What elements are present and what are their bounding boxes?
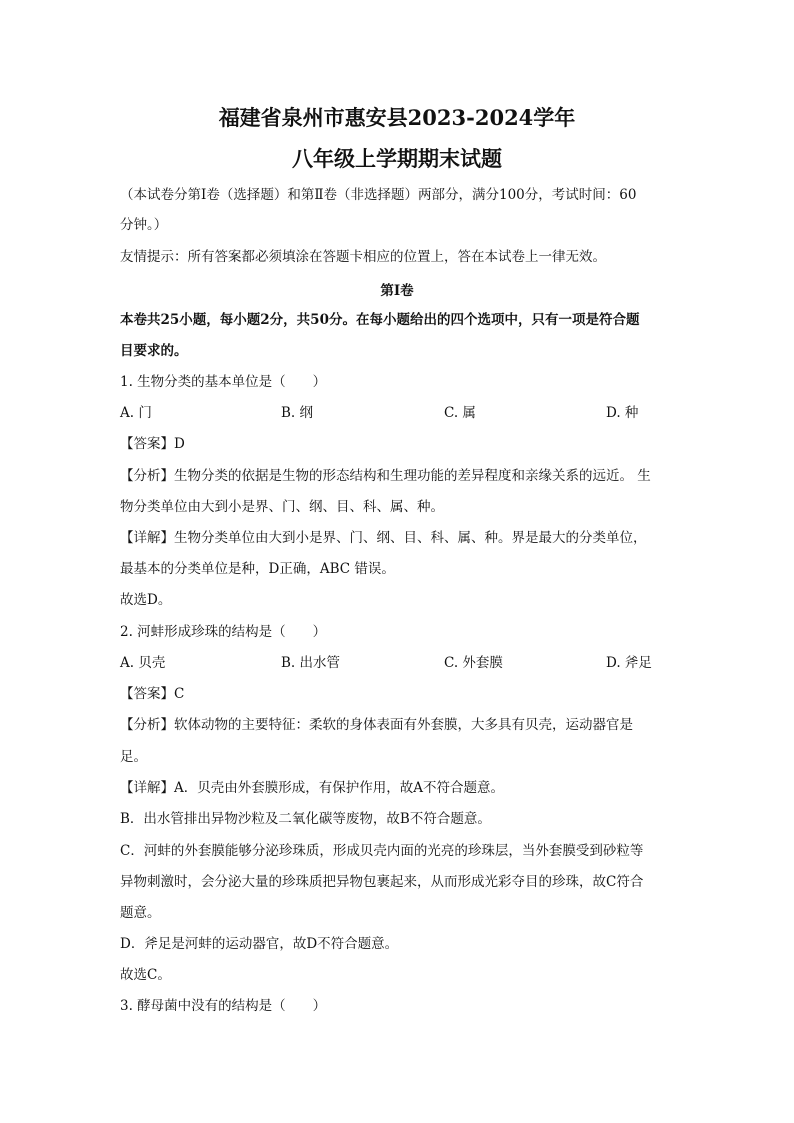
- q1-options: [120, 404, 680, 422]
- q1-analysis-line2: 物分类单位由大到小是界、门、纲、目、科、属、种。: [120, 499, 444, 515]
- q1-option-c: C. 属: [444, 405, 476, 421]
- q2-analysis-line1: 【分析】软体动物的主要特征：柔软的身体表面有外套膜，大多具有贝壳，运动器官是: [120, 717, 633, 733]
- q2-option-d: D. 斧足: [606, 655, 652, 671]
- section-heading: 第Ⅰ卷: [380, 283, 414, 299]
- q1-option-a: A. 门: [120, 405, 152, 421]
- exam-tip: 友情提示：所有答案都必须填涂在答题卡相应的位置上，答在本试卷上一律无效。: [120, 249, 606, 265]
- q2-option-b: B. 出水管: [281, 655, 341, 671]
- q1-detail-line1: 【详解】生物分类单位由大到小是界、门、纲、目、科、属、种。界是最大的分类单位，: [120, 530, 647, 546]
- exam-title-line1: 福建省泉州市惠安县2023-2024学年: [218, 105, 576, 130]
- q2-detail-b: B．出水管排出异物沙粒及二氧化碳等废物，故B不符合题意。: [120, 811, 491, 827]
- q2-detail-d: D．斧足是河蚌的运动器官，故D不符合题意。: [120, 936, 399, 952]
- q2-option-a: A. 贝壳: [120, 655, 166, 671]
- q2-analysis-line2: 足。: [120, 749, 147, 765]
- q1-analysis-line1: 【分析】生物分类的依据是生物的形态结构和生理功能的差异程度和亲缘关系的远近。 生: [120, 468, 651, 484]
- q2-detail-a: 【详解】A．贝壳由外套膜形成，有保护作用，故A不符合题意。: [120, 780, 504, 796]
- exam-note-line2: 分钟。）: [120, 217, 168, 233]
- q1-answer: 【答案】D: [120, 436, 185, 452]
- q1-detail-line2: 最基本的分类单位是种，D正确，ABC 错误。: [120, 561, 395, 577]
- exam-title-line2: 八年级上学期期末试题: [292, 146, 502, 171]
- q2-answer: 【答案】C: [120, 686, 185, 702]
- q2-detail-c-line1: C．河蚌的外套膜能够分泌珍珠质，形成贝壳内面的光亮的珍珠层，当外套膜受到砂粒等: [120, 843, 644, 859]
- q2-option-c: C. 外套膜: [444, 655, 503, 671]
- q1-conclusion: 故选D。: [120, 592, 172, 608]
- section-instruction-line1: 本卷共25小题，每小题2分，共50分。在每小题给出的四个选项中，只有一项是符合题: [120, 312, 640, 328]
- q2-options: [120, 654, 680, 672]
- exam-note-line1: （本试卷分第Ⅰ卷（选择题）和第Ⅱ卷（非选择题）两部分，满分100分，考试时间：60: [120, 187, 637, 203]
- q2-conclusion: 故选C。: [120, 967, 171, 983]
- q2-detail-c-line2: 异物刺激时，会分泌大量的珍珠质把异物包裹起来，从而形成光彩夺目的珍珠，故C符合: [120, 874, 644, 890]
- q1-option-d: D. 种: [606, 405, 639, 421]
- section-instruction-line2: 目要求的。: [120, 343, 188, 359]
- q1-option-b: B. 纲: [281, 405, 314, 421]
- q3-stem: 3. 酵母菌中没有的结构是（ ）: [120, 998, 327, 1014]
- q1-stem: 1. 生物分类的基本单位是（ ）: [120, 374, 327, 390]
- q2-stem: 2. 河蚌形成珍珠的结构是（ ）: [120, 624, 327, 640]
- q2-detail-c-line3: 题意。: [120, 905, 161, 921]
